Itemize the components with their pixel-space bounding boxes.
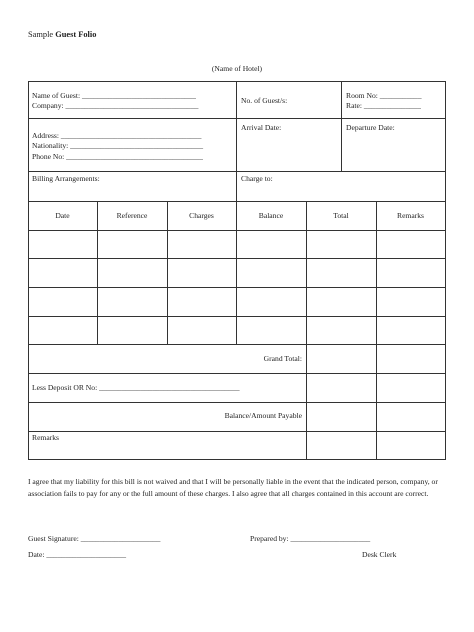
column-header-remarks: Remarks [397, 211, 424, 220]
column-header-reference: Reference [116, 211, 148, 220]
rule [97, 201, 98, 344]
page-title [28, 30, 96, 39]
rule [28, 402, 446, 403]
column-header-date: Date [55, 211, 70, 220]
rule [28, 81, 446, 82]
prepared-by-field[interactable]: Prepared by: _____________________ [250, 534, 371, 543]
rule [236, 81, 237, 201]
guest-signature-field[interactable]: Guest Signature: _____________________ [28, 534, 161, 543]
rule [28, 230, 446, 231]
rule [28, 201, 446, 202]
title-main: Guest Folio [55, 30, 97, 39]
guest-name-field[interactable]: Name of Guest: ______________________________ [32, 91, 196, 100]
nationality-field[interactable]: Nationality: ___________________________________ [32, 141, 204, 150]
rule [28, 81, 29, 460]
company-field[interactable]: Company: ___________________________________ [32, 101, 199, 110]
rule [28, 373, 446, 374]
charge-to-field[interactable]: Charge to: [241, 174, 273, 183]
rule [28, 118, 446, 119]
rule [28, 344, 446, 345]
rule [28, 316, 446, 317]
room-number-field[interactable]: Room No: ___________ [346, 91, 422, 100]
rule [445, 81, 446, 460]
billing-arrangements-field[interactable]: Billing Arrangements: [32, 174, 100, 183]
rule [236, 201, 237, 344]
rule [341, 81, 342, 171]
date-field[interactable]: Date: _____________________ [28, 550, 127, 559]
rule [306, 201, 307, 459]
rule [28, 287, 446, 288]
agreement-text: I agree that my liability for this bill is not waived and that I will be personally liable in the event that the indicated person, company, or association fails to pay for any or the full amount of these charges. I also agree that all charges contained in this account are correct. [28, 477, 438, 498]
rule [28, 171, 446, 172]
grand-total-label: Grand Total: [263, 354, 302, 363]
guest-count-field[interactable]: No. of Guest/s: [241, 96, 288, 105]
column-header-total: Total [333, 211, 349, 220]
rule [28, 459, 446, 460]
rule [167, 201, 168, 344]
balance-payable-label: Balance/Amount Payable [224, 411, 302, 420]
hotel-name: (Name of Hotel) [211, 64, 263, 73]
desk-clerk-label: Desk Clerk [362, 550, 397, 559]
phone-field[interactable]: Phone No: ____________________________________ [32, 152, 203, 161]
arrival-date-field[interactable]: Arrival Date: [241, 123, 282, 132]
rule [28, 258, 446, 259]
rule [28, 431, 446, 432]
departure-date-field[interactable]: Departure Date: [346, 123, 395, 132]
rate-field[interactable]: Rate: _______________ [346, 101, 421, 110]
address-field[interactable]: Address: _____________________________________ [32, 131, 202, 140]
less-deposit-field[interactable]: Less Deposit OR No: _____________________________________ [32, 383, 240, 392]
rule [376, 201, 377, 459]
column-header-balance: Balance [258, 211, 284, 220]
title-prefix: Sample [28, 30, 54, 39]
remarks-label: Remarks [32, 433, 59, 442]
column-header-charges: Charges [189, 211, 214, 220]
